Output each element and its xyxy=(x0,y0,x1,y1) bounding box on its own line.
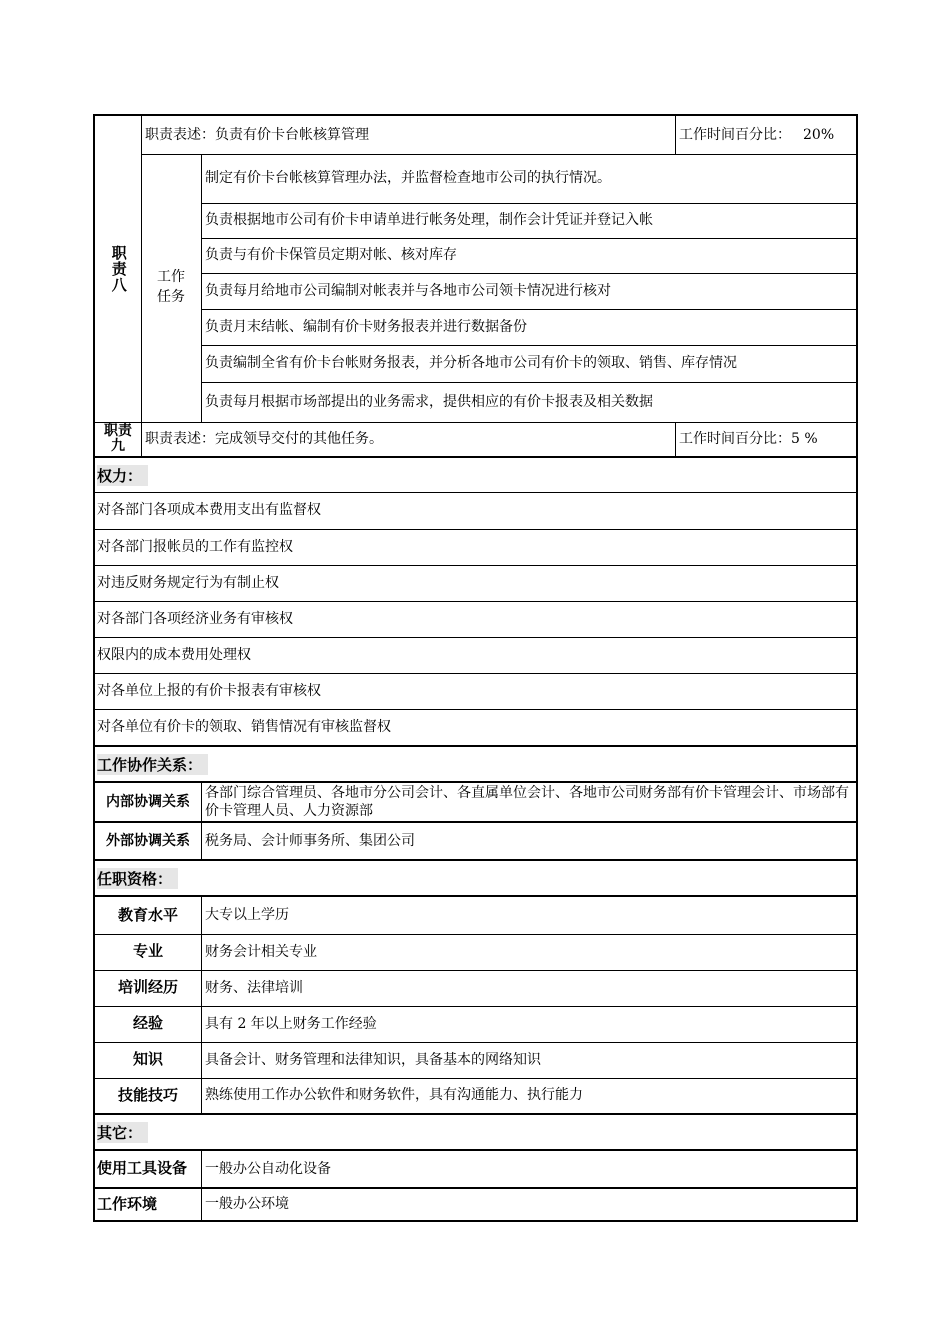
power-item: 对各部门各项经济业务有审核权 xyxy=(97,610,293,627)
qualification-value: 财务、法律培训 xyxy=(205,979,303,996)
task-item: 负责编制全省有价卡台帐财务报表，并分析各地市公司有价卡的领取、销售、库存情况 xyxy=(205,355,737,372)
qualification-value: 具有 2 年以上财务工作经验 xyxy=(205,1015,377,1032)
power-section-title: 权力： xyxy=(95,458,860,492)
job-description-table xyxy=(93,114,858,1222)
duty9-label: 职责九 xyxy=(104,423,132,454)
power-item: 对各单位上报的有价卡报表有审核权 xyxy=(97,682,321,699)
task-item: 负责根据地市公司有价卡申请单进行帐务处理，制作会计凭证并登记入帐 xyxy=(205,212,653,229)
internal-relations-label: 内部协调关系 xyxy=(106,793,190,810)
duty9-statement: 职责表述：完成领导交付的其他任务。 xyxy=(145,430,383,447)
task-item: 负责每月给地市公司编制对帐表并与各地市公司领卡情况进行核对 xyxy=(205,282,611,299)
other-value: 一般办公自动化设备 xyxy=(205,1160,331,1177)
qualification-label: 教育水平 xyxy=(117,905,178,924)
duty8-label: 职责八 xyxy=(109,245,128,293)
power-item: 对各部门报帐员的工作有监控权 xyxy=(97,538,293,555)
task-label: 工作任务 xyxy=(157,269,185,305)
qualification-label: 经验 xyxy=(132,1014,163,1033)
qualification-label: 专业 xyxy=(132,942,163,961)
qualifications-section-title: 任职资格： xyxy=(95,861,860,895)
qualification-value: 熟练使用工作办公软件和财务软件，具有沟通能力、执行能力 xyxy=(205,1087,583,1104)
task-item: 负责与有价卡保管员定期对帐、核对库存 xyxy=(205,247,457,264)
qualification-label: 技能技巧 xyxy=(117,1085,178,1104)
qualification-label: 知识 xyxy=(132,1050,163,1069)
task-item: 负责每月根据市场部提出的业务需求，提供相应的有价卡报表及相关数据 xyxy=(205,393,653,410)
internal-relations-value: 各部门综合管理员、各地市分公司会计、各直属单位会计、各地市公司财务部有价卡管理会计、市场部有价卡管理人员、人力资源部 xyxy=(205,785,849,819)
power-item: 对各单位有价卡的领取、销售情况有审核监督权 xyxy=(97,718,391,735)
qualification-value: 财务会计相关专业 xyxy=(205,943,317,960)
duty9-time-percent: 工作时间百分比：5 % xyxy=(679,430,818,447)
other-label: 使用工具设备 xyxy=(97,1159,188,1178)
relations-section-title: 工作协作关系： xyxy=(95,747,860,781)
qualification-value: 大专以上学历 xyxy=(205,907,289,924)
power-item: 对违反财务规定行为有制止权 xyxy=(97,574,279,591)
other-section-title: 其它： xyxy=(95,1115,860,1149)
duty8-statement: 职责表述：负责有价卡台帐核算管理 xyxy=(145,126,369,143)
other-value: 一般办公环境 xyxy=(205,1196,289,1213)
duty8-time-percent: 工作时间百分比： 20% xyxy=(679,126,835,143)
other-label: 工作环境 xyxy=(97,1194,158,1213)
qualification-value: 具备会计、财务管理和法律知识，具备基本的网络知识 xyxy=(205,1051,541,1068)
power-item: 权限内的成本费用处理权 xyxy=(97,646,251,663)
task-item: 负责月末结帐、编制有价卡财务报表并进行数据备份 xyxy=(205,318,527,335)
qualification-label: 培训经历 xyxy=(117,978,178,997)
external-relations-label: 外部协调关系 xyxy=(106,832,190,849)
task-item: 制定有价卡台帐核算管理办法，并监督检查地市公司的执行情况。 xyxy=(205,170,611,187)
external-relations-value: 税务局、会计师事务所、集团公司 xyxy=(205,832,415,849)
power-item: 对各部门各项成本费用支出有监督权 xyxy=(97,502,321,519)
